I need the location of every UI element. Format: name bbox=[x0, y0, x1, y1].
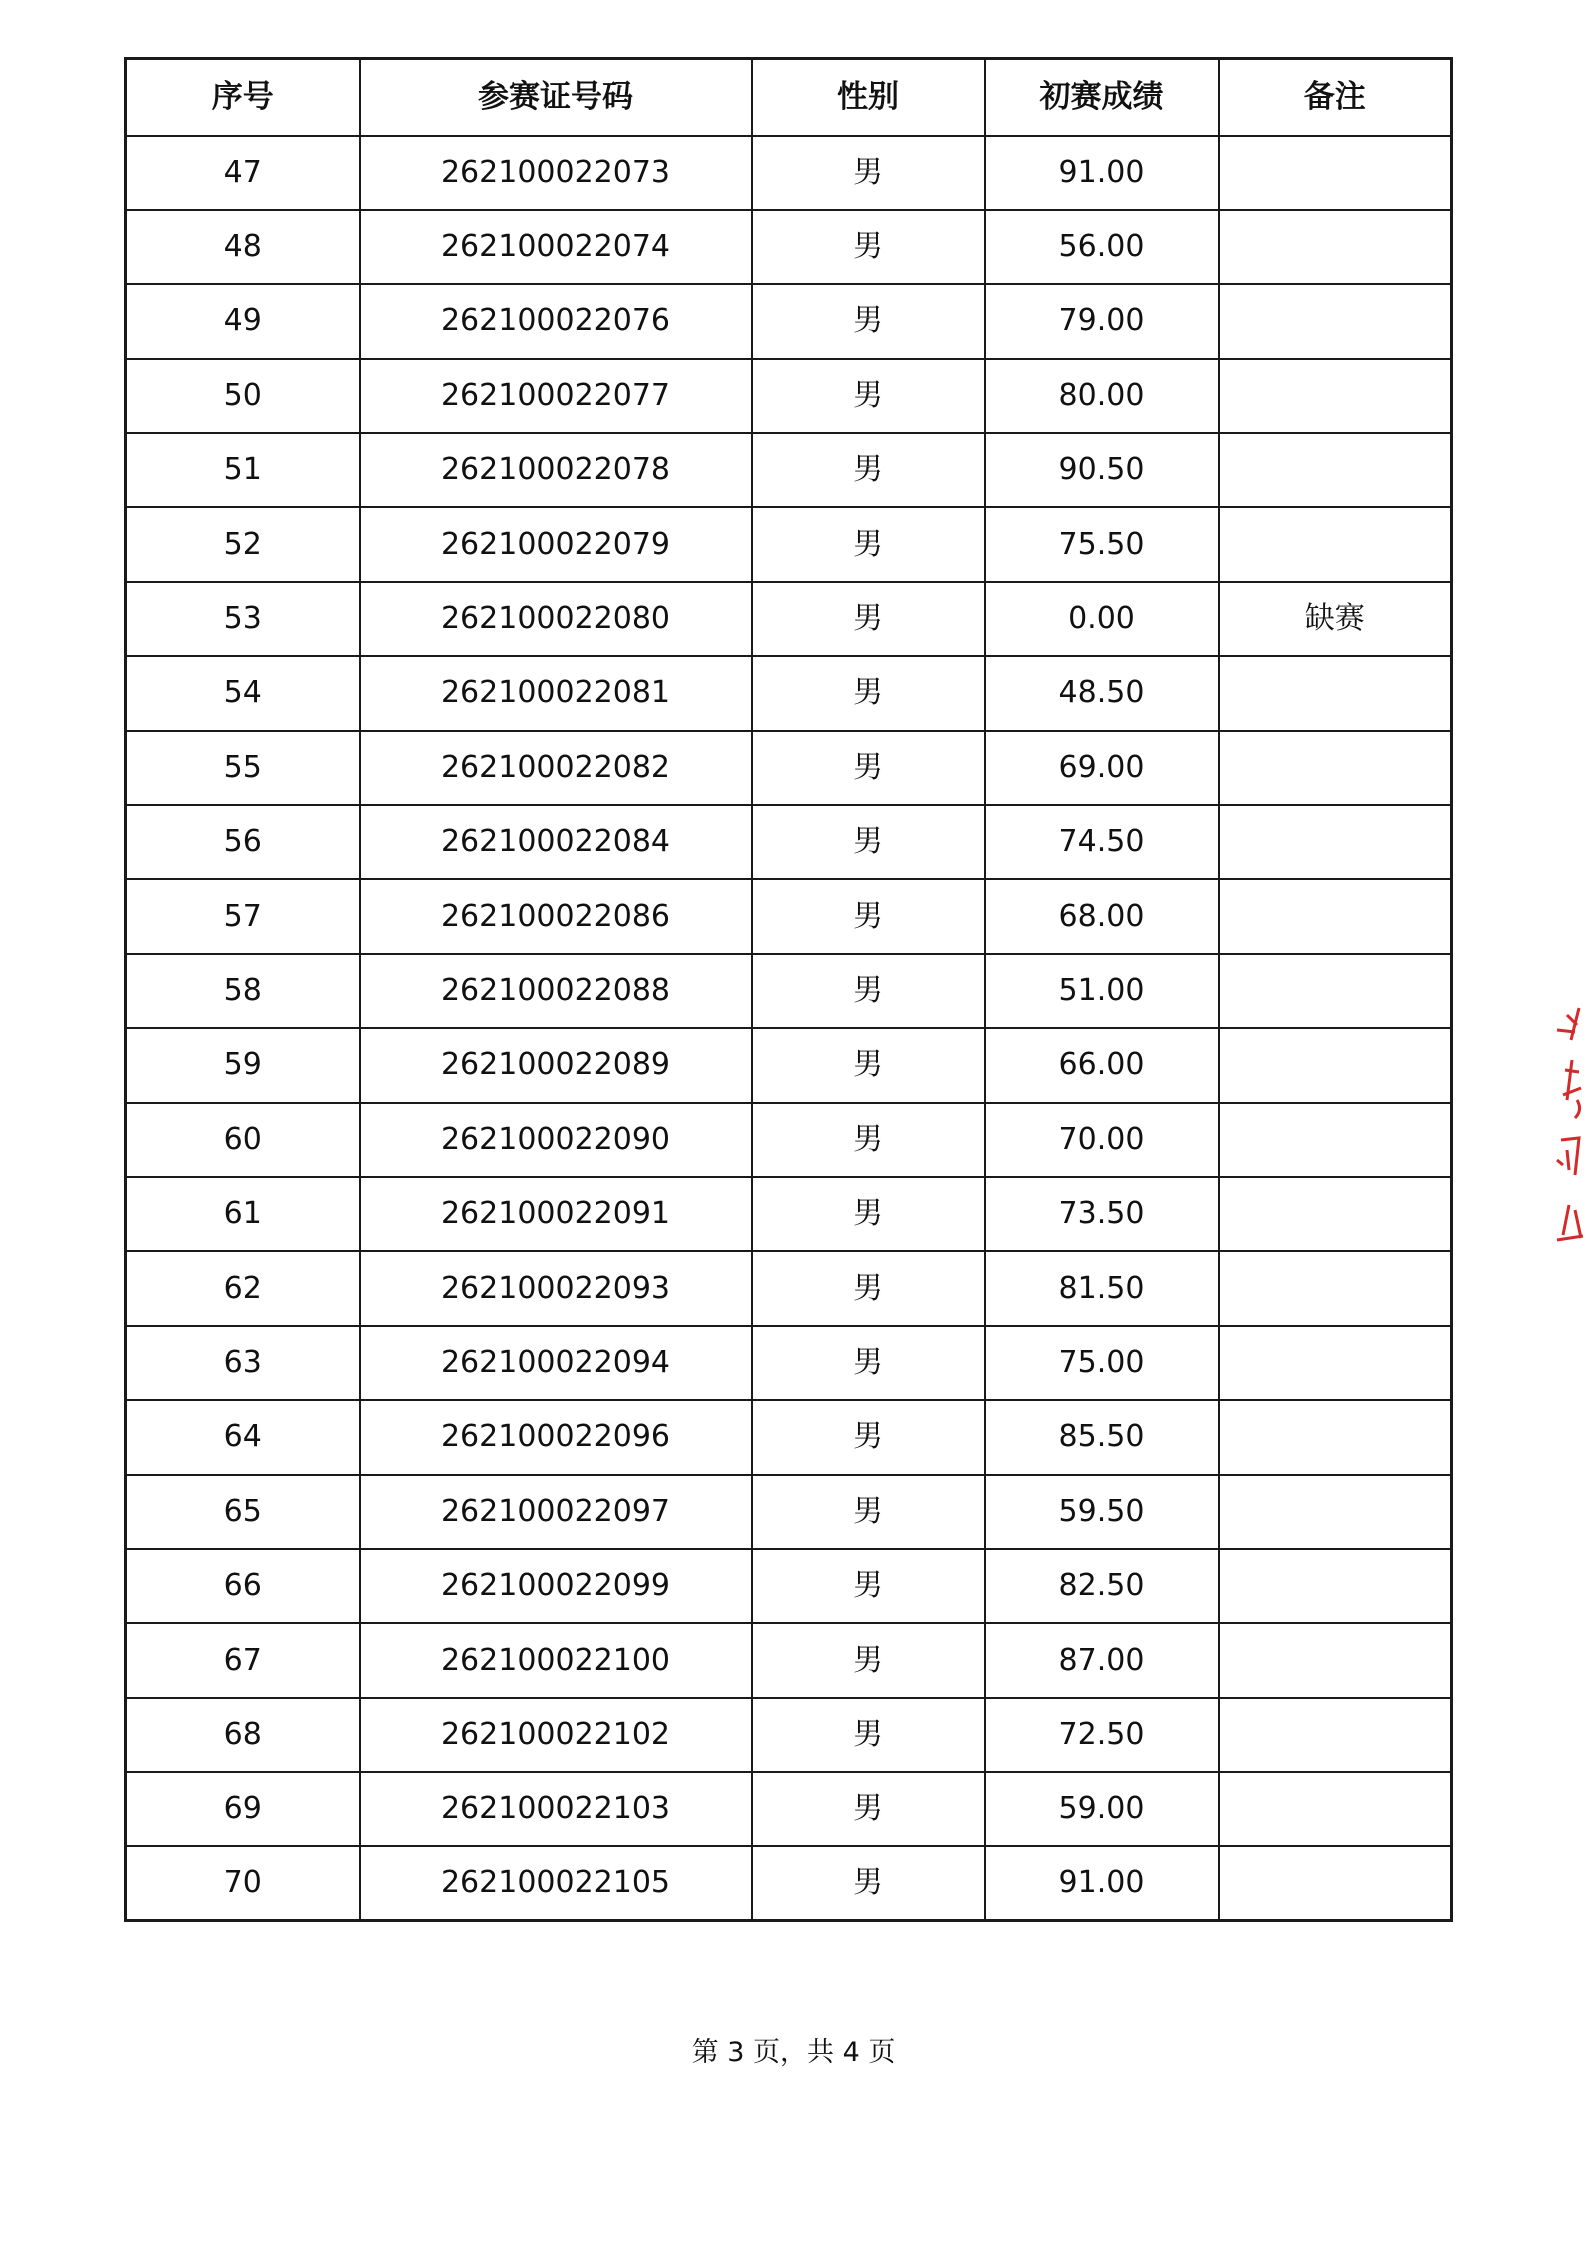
header-gender: 性别 bbox=[752, 59, 985, 136]
cell-remarks bbox=[1219, 1475, 1452, 1549]
cell-ticket-number: 262100022093 bbox=[360, 1251, 752, 1325]
cell-preliminary-score: 90.50 bbox=[985, 433, 1219, 507]
cell-ticket-number: 262100022103 bbox=[360, 1772, 752, 1846]
cell-ticket-number: 262100022099 bbox=[360, 1549, 752, 1623]
table-row bbox=[126, 1475, 1452, 1549]
table-row bbox=[126, 284, 1452, 358]
score-sheet bbox=[124, 57, 1450, 1922]
table-row bbox=[126, 1400, 1452, 1474]
cell-preliminary-score: 87.00 bbox=[985, 1623, 1219, 1697]
cell-ticket-number: 262100022076 bbox=[360, 284, 752, 358]
cell-gender: 男 bbox=[752, 433, 985, 507]
cell-preliminary-score: 59.50 bbox=[985, 1475, 1219, 1549]
cell-gender: 男 bbox=[752, 954, 985, 1028]
header-preliminary-score: 初赛成绩 bbox=[985, 59, 1219, 136]
cell-ticket-number: 262100022074 bbox=[360, 210, 752, 284]
table-row bbox=[126, 507, 1452, 581]
cell-preliminary-score: 74.50 bbox=[985, 805, 1219, 879]
cell-preliminary-score: 81.50 bbox=[985, 1251, 1219, 1325]
cell-seq: 57 bbox=[126, 879, 360, 953]
cell-remarks bbox=[1219, 1623, 1452, 1697]
cell-gender: 男 bbox=[752, 1475, 985, 1549]
cell-preliminary-score: 91.00 bbox=[985, 136, 1219, 210]
cell-remarks bbox=[1219, 1846, 1452, 1920]
cell-gender: 男 bbox=[752, 879, 985, 953]
cell-gender: 男 bbox=[752, 805, 985, 879]
cell-remarks bbox=[1219, 1251, 1452, 1325]
cell-preliminary-score: 82.50 bbox=[985, 1549, 1219, 1623]
cell-seq: 68 bbox=[126, 1698, 360, 1772]
cell-seq: 61 bbox=[126, 1177, 360, 1251]
cell-seq: 69 bbox=[126, 1772, 360, 1846]
cell-remarks bbox=[1219, 1103, 1452, 1177]
cell-remarks bbox=[1219, 1698, 1452, 1772]
cell-preliminary-score: 91.00 bbox=[985, 1846, 1219, 1920]
cell-ticket-number: 262100022096 bbox=[360, 1400, 752, 1474]
table-row bbox=[126, 1846, 1452, 1920]
cell-remarks bbox=[1219, 433, 1452, 507]
cell-seq: 51 bbox=[126, 433, 360, 507]
cell-remarks bbox=[1219, 210, 1452, 284]
cell-seq: 48 bbox=[126, 210, 360, 284]
cell-seq: 52 bbox=[126, 507, 360, 581]
cell-preliminary-score: 0.00 bbox=[985, 582, 1219, 656]
cell-seq: 66 bbox=[126, 1549, 360, 1623]
table-row bbox=[126, 1326, 1452, 1400]
table-row bbox=[126, 1549, 1452, 1623]
table-row bbox=[126, 805, 1452, 879]
cell-preliminary-score: 59.00 bbox=[985, 1772, 1219, 1846]
cell-ticket-number: 262100022082 bbox=[360, 731, 752, 805]
cell-ticket-number: 262100022080 bbox=[360, 582, 752, 656]
cell-remarks: 缺赛 bbox=[1219, 582, 1452, 656]
cell-seq: 55 bbox=[126, 731, 360, 805]
table-row bbox=[126, 731, 1452, 805]
table-row bbox=[126, 954, 1452, 1028]
cell-gender: 男 bbox=[752, 1772, 985, 1846]
cell-remarks bbox=[1219, 954, 1452, 1028]
score-table bbox=[124, 57, 1453, 1922]
cell-remarks bbox=[1219, 879, 1452, 953]
cell-seq: 60 bbox=[126, 1103, 360, 1177]
table-row bbox=[126, 1103, 1452, 1177]
table-row bbox=[126, 210, 1452, 284]
cell-remarks bbox=[1219, 805, 1452, 879]
cell-ticket-number: 262100022089 bbox=[360, 1028, 752, 1102]
cell-seq: 53 bbox=[126, 582, 360, 656]
cell-ticket-number: 262100022094 bbox=[360, 1326, 752, 1400]
cell-preliminary-score: 85.50 bbox=[985, 1400, 1219, 1474]
table-header-row bbox=[126, 59, 1452, 136]
cell-ticket-number: 262100022084 bbox=[360, 805, 752, 879]
cell-remarks bbox=[1219, 656, 1452, 730]
cell-gender: 男 bbox=[752, 731, 985, 805]
cell-gender: 男 bbox=[752, 507, 985, 581]
table-row bbox=[126, 1698, 1452, 1772]
cell-seq: 64 bbox=[126, 1400, 360, 1474]
cell-gender: 男 bbox=[752, 359, 985, 433]
cell-remarks bbox=[1219, 731, 1452, 805]
cell-remarks bbox=[1219, 359, 1452, 433]
cell-ticket-number: 262100022079 bbox=[360, 507, 752, 581]
cell-remarks bbox=[1219, 1028, 1452, 1102]
cell-gender: 男 bbox=[752, 1028, 985, 1102]
cell-ticket-number: 262100022077 bbox=[360, 359, 752, 433]
table-body bbox=[126, 136, 1452, 1921]
cell-ticket-number: 262100022086 bbox=[360, 879, 752, 953]
cell-gender: 男 bbox=[752, 582, 985, 656]
cell-gender: 男 bbox=[752, 136, 985, 210]
cell-seq: 58 bbox=[126, 954, 360, 1028]
cell-preliminary-score: 56.00 bbox=[985, 210, 1219, 284]
cell-ticket-number: 262100022102 bbox=[360, 1698, 752, 1772]
table-row bbox=[126, 1177, 1452, 1251]
cell-ticket-number: 262100022081 bbox=[360, 656, 752, 730]
cell-seq: 63 bbox=[126, 1326, 360, 1400]
cell-gender: 男 bbox=[752, 210, 985, 284]
cell-preliminary-score: 72.50 bbox=[985, 1698, 1219, 1772]
cell-ticket-number: 262100022105 bbox=[360, 1846, 752, 1920]
cell-ticket-number: 262100022100 bbox=[360, 1623, 752, 1697]
cell-seq: 47 bbox=[126, 136, 360, 210]
cell-ticket-number: 262100022090 bbox=[360, 1103, 752, 1177]
cell-remarks bbox=[1219, 1400, 1452, 1474]
cell-preliminary-score: 79.00 bbox=[985, 284, 1219, 358]
cell-remarks bbox=[1219, 1326, 1452, 1400]
table-row bbox=[126, 879, 1452, 953]
cell-seq: 54 bbox=[126, 656, 360, 730]
cell-gender: 男 bbox=[752, 1698, 985, 1772]
cell-gender: 男 bbox=[752, 1177, 985, 1251]
header-ticket-number: 参赛证号码 bbox=[360, 59, 752, 136]
cell-seq: 56 bbox=[126, 805, 360, 879]
cell-seq: 49 bbox=[126, 284, 360, 358]
cell-remarks bbox=[1219, 1772, 1452, 1846]
cell-ticket-number: 262100022073 bbox=[360, 136, 752, 210]
cell-seq: 70 bbox=[126, 1846, 360, 1920]
page-number: 第 3 页，共 4 页 bbox=[691, 2037, 896, 2068]
header-remarks: 备注 bbox=[1219, 59, 1452, 136]
cell-gender: 男 bbox=[752, 1251, 985, 1325]
cell-preliminary-score: 51.00 bbox=[985, 954, 1219, 1028]
cell-preliminary-score: 68.00 bbox=[985, 879, 1219, 953]
cell-preliminary-score: 80.00 bbox=[985, 359, 1219, 433]
table-row bbox=[126, 1251, 1452, 1325]
cell-remarks bbox=[1219, 284, 1452, 358]
table-row bbox=[126, 656, 1452, 730]
cell-gender: 男 bbox=[752, 1103, 985, 1177]
table-row bbox=[126, 1772, 1452, 1846]
cell-remarks bbox=[1219, 1177, 1452, 1251]
cell-gender: 男 bbox=[752, 1846, 985, 1920]
cell-seq: 59 bbox=[126, 1028, 360, 1102]
table-row bbox=[126, 359, 1452, 433]
table-row bbox=[126, 582, 1452, 656]
red-seal-fragment bbox=[1527, 1000, 1587, 1270]
cell-preliminary-score: 75.00 bbox=[985, 1326, 1219, 1400]
cell-ticket-number: 262100022078 bbox=[360, 433, 752, 507]
cell-preliminary-score: 73.50 bbox=[985, 1177, 1219, 1251]
cell-preliminary-score: 69.00 bbox=[985, 731, 1219, 805]
cell-seq: 62 bbox=[126, 1251, 360, 1325]
cell-ticket-number: 262100022088 bbox=[360, 954, 752, 1028]
cell-seq: 50 bbox=[126, 359, 360, 433]
cell-remarks bbox=[1219, 1549, 1452, 1623]
cell-preliminary-score: 75.50 bbox=[985, 507, 1219, 581]
cell-gender: 男 bbox=[752, 656, 985, 730]
cell-gender: 男 bbox=[752, 284, 985, 358]
table-row bbox=[126, 433, 1452, 507]
table-row bbox=[126, 1028, 1452, 1102]
cell-preliminary-score: 66.00 bbox=[985, 1028, 1219, 1102]
cell-ticket-number: 262100022097 bbox=[360, 1475, 752, 1549]
cell-remarks bbox=[1219, 507, 1452, 581]
cell-preliminary-score: 70.00 bbox=[985, 1103, 1219, 1177]
cell-gender: 男 bbox=[752, 1623, 985, 1697]
cell-seq: 67 bbox=[126, 1623, 360, 1697]
cell-ticket-number: 262100022091 bbox=[360, 1177, 752, 1251]
cell-remarks bbox=[1219, 136, 1452, 210]
cell-preliminary-score: 48.50 bbox=[985, 656, 1219, 730]
cell-gender: 男 bbox=[752, 1326, 985, 1400]
table-row bbox=[126, 136, 1452, 210]
cell-seq: 65 bbox=[126, 1475, 360, 1549]
cell-gender: 男 bbox=[752, 1400, 985, 1474]
table-row bbox=[126, 1623, 1452, 1697]
header-seq: 序号 bbox=[126, 59, 360, 136]
cell-gender: 男 bbox=[752, 1549, 985, 1623]
